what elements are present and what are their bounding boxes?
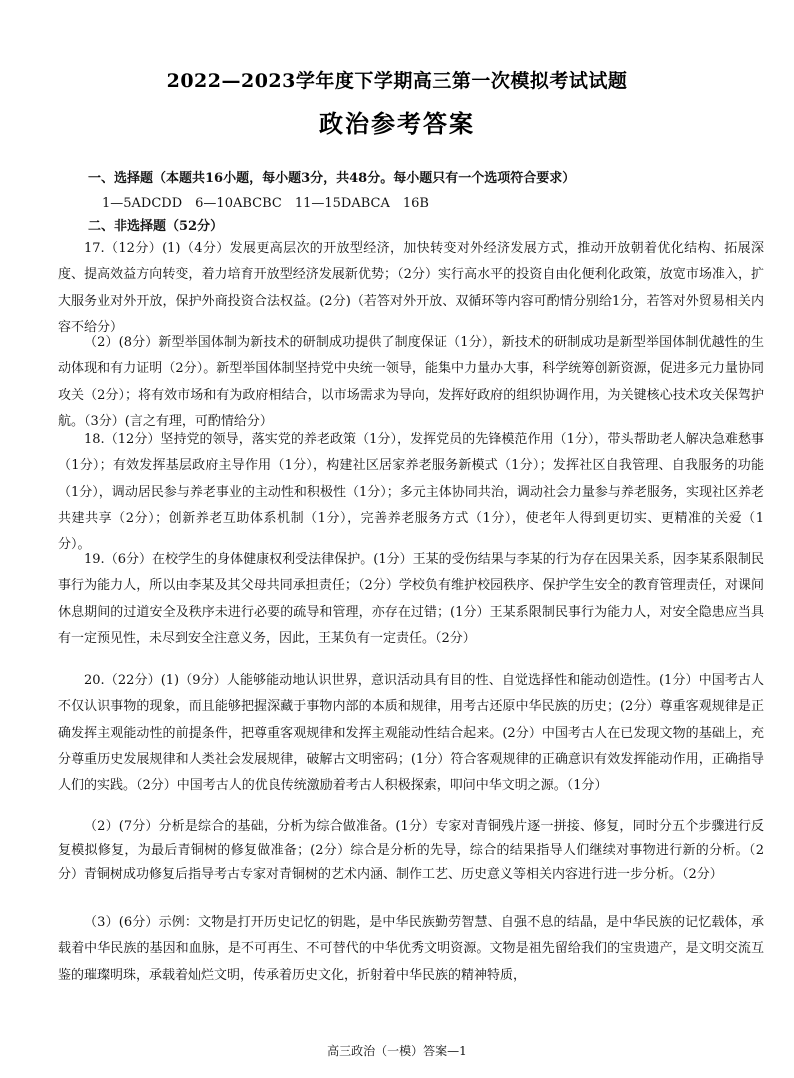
answer-q18: 18.（12分）坚持党的领导，落实党的养老政策（1分），发挥党员的先锋模范作用（1分），带头帮助老人解决急难愁事（1分）；有效发挥基层政府主导作用（1分），构建社区居家养老服务新模式（1分）；发挥社区自我管理、自我服务的功能（1分），调动居民参与养老事业的主动性和积极性（1分）；多元主体协同共治，调动社会力量参与养老服务，实现社区养老共建共享（2分）；创新养老互助体系机制（1分），完善养老服务方式（1分），使老年人得到更切实、更精准的关爱（1分）。 — [58, 432, 764, 553]
section1-heading: 一、选择题（本题共16小题，每小题3分，共48分。每小题只有一个选项符合要求） — [88, 171, 576, 186]
section2-heading: 二、非选择题（52分） — [88, 219, 224, 234]
multiple-choice-answers: 1—5ADCDD 6—10ABCBC 11—15DABCA 16B — [102, 196, 429, 211]
answer-q20-part1: 20.（22分）(1)（9分）人能够能动地认识世界，意识活动具有目的性、自觉选择性和能动创造性。(1分）中国考古人不仅认识事物的现象，而且能够把握深藏于事物内部的本质和规律，用考古还原中华民族的历史；(2分）尊重客观规律是正确发挥主观能动性的前提条件，把尊重客观规律和发挥主观能动性结合起来。(2分）中国考古人在已发现文物的基础上，充分尊重历史发展规律和人类社会发展规律，破解古文明密码；(1分）符合客观规律的正确意识有效发挥能动作用，正确指导人们的实践。（2分）中国考古人的优良传统激励着考古人积极探索，叩问中华文明之源。（1分） — [58, 673, 764, 794]
answer-q17-part2: （2）(8分）新型举国体制为新技术的研制成功提供了制度保证（1分），新技术的研制成功是新型举国体制优越性的生动体现和有力证明（2分）。新型举国体制坚持党中央统一领导，能集中力量办大事，科学统筹创新资源，促进多元力量协同攻关（2分）；将有效市场和有为政府相结合，以市场需求为导向，发挥好政府的组织协调作用，为关键核心技术攻关保驾护航。（3分）(言之有理，可酌情给分） — [58, 335, 764, 429]
answer-q19: 19.（6分）在校学生的身体健康权利受法律保护。(1分）王某的受伤结果与李某的行为存在因果关系，因李某系限制民事行为能力人，所以由李某及其父母共同承担责任；（2分）学校负有维护校园秩序、保护学生安全的教育管理责任，对课间休息期间的过道安全及秩序未进行必要的疏导和管理，亦存在过错；(1分）王某系限制民事行为能力人，对安全隐患应当具有一定预见性，未尽到安全注意义务，因此，王某负有一定责任。（2分） — [58, 552, 764, 646]
exam-title: 2022—2023学年度下学期高三第一次模拟考试试题 — [166, 70, 628, 92]
answer-q20-part2: （2）(7分）分析是综合的基础，分析为综合做准备。(1分）专家对青铜残片逐一拼接、修复，同时分五个步骤进行反复模拟修复，为最后青铜树的修复做准备；(2分）综合是分析的先导，综合的结果指导人们继续对事物进行新的分析。（2分）青铜树成功修复后指导考古专家对青铜树的艺术内涵、制作工艺、历史意义等相关内容进行进一步分析。（2分） — [58, 819, 764, 882]
page-footer: 高三政治（一模）答案—1 — [327, 1044, 467, 1058]
answer-q17-part1: 17.（12分）(1)（4分）发展更高层次的开放型经济，加快转变对外经济发展方式，推动开放朝着优化结构、拓展深度、提高效益方向转变，着力培育开放型经济发展新优势；（2分）实行高水平的投资自由化便利化政策，放宽市场准入，扩大服务业对外开放，保护外商投资合法权益。(2分)（若答对外开放、双循环等内容可酌情分别给1分，若答对外贸易相关内容不给分） — [58, 241, 764, 335]
answer-key-subtitle: 政治参考答案 — [319, 109, 475, 138]
answer-q20-part3: （3）(6分）示例：文物是打开历史记忆的钥匙，是中华民族勤劳智慧、自强不息的结晶，是中华民族的记忆载体，承载着中华民族的基因和血脉，是不可再生、不可替代的中华优秀文明资源。文物是祖先留给我们的宝贵遗产，是文明交流互鉴的璀璨明珠，承载着灿烂文明，传承着历史文化，折射着中华民族的精神特质， — [58, 915, 764, 983]
